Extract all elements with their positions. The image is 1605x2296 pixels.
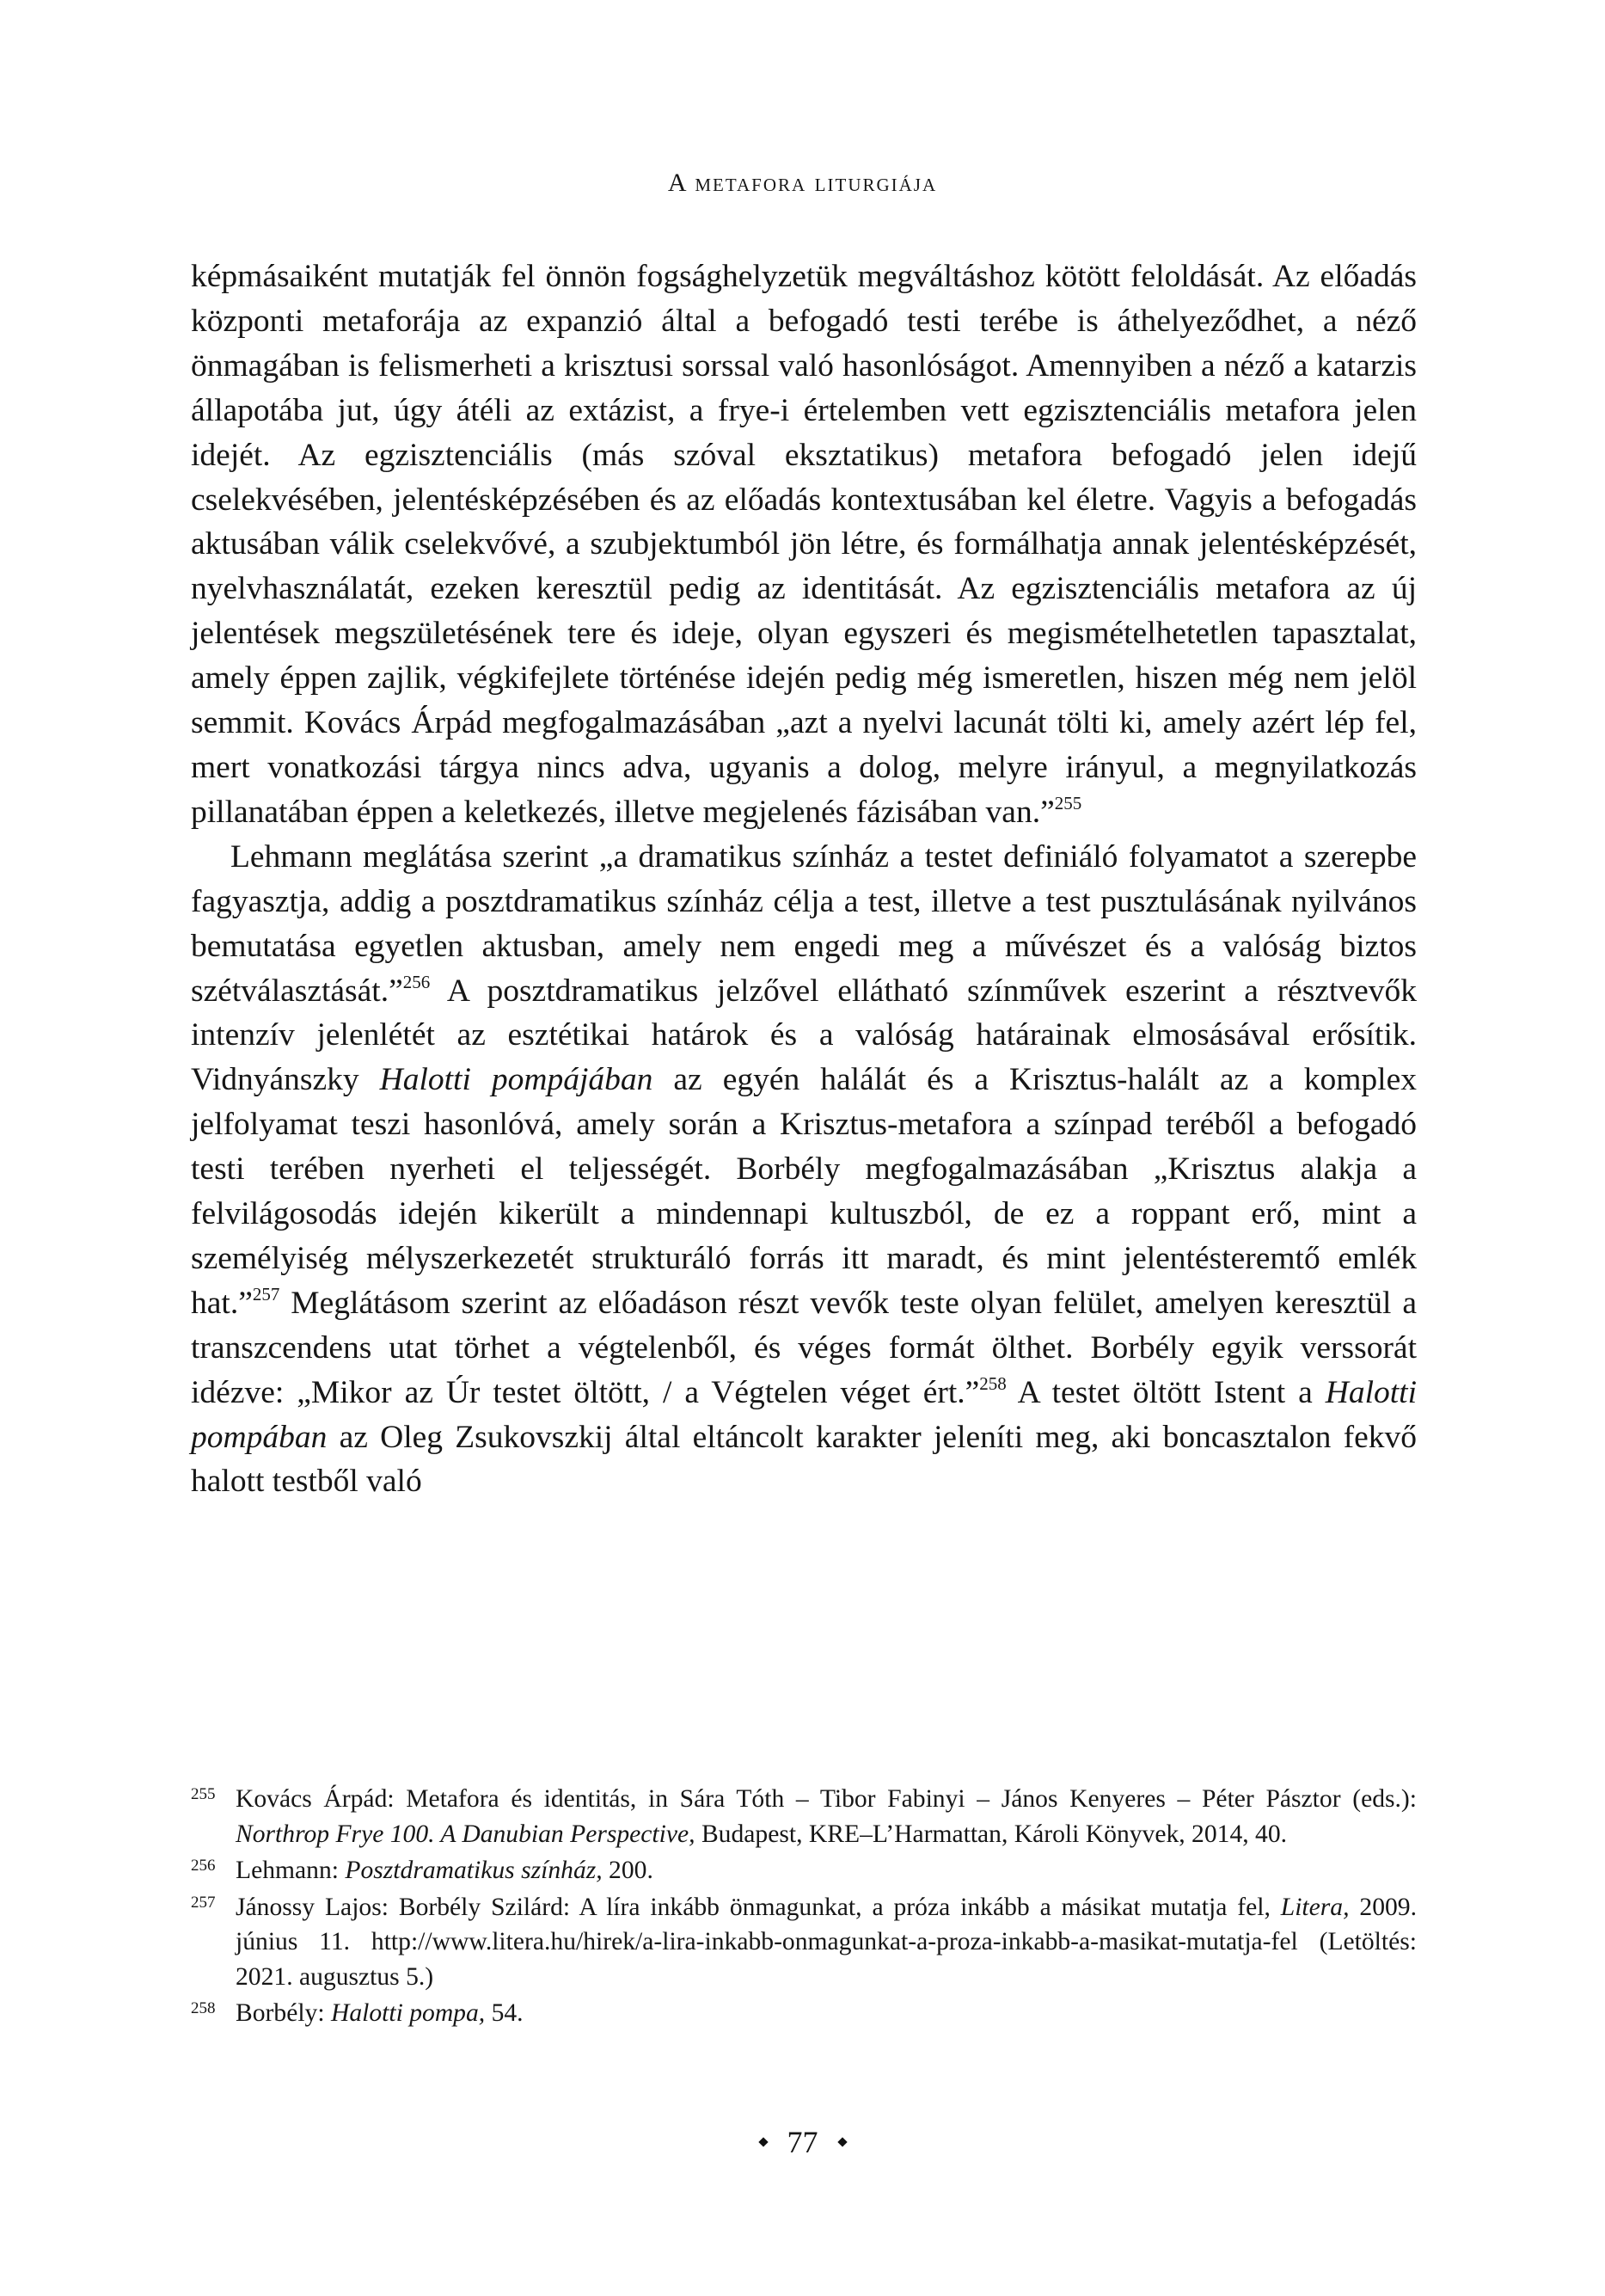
footnote-text-part: Budapest, KRE–L’Harmattan, Károli Könyvek, 2014, 40. [695,1820,1288,1848]
footnote-title: Litera, [1280,1893,1350,1921]
footnote-number: 258 [191,1999,216,2017]
footnote-text-part: 54. [485,1999,524,2027]
paragraph-text: A posztdramatikus jelzővel ellátható színművek eszerint a résztvevők intenzív jelenlétét az esztétikai határok és a valóság határainak elmosásával erősítik. Vidnyánszky [191,973,1417,1098]
footnote-title: Posztdramatikus színház, [345,1857,603,1884]
footnote-text-part: Borbély: [236,1999,331,2027]
footnote-link-text[interactable]: 2009. június 11. http://www.litera.hu/hirek/a-lira-inkabb-onmagunkat-a-proza-inkabb-a-masikat-mutatja-fel (Letöltés: 2021. augusztus 5.) [236,1893,1417,1991]
paragraph-2 [191,835,1417,1505]
footnote-255 [191,1782,1417,1851]
diamond-ornament-icon [837,2137,847,2146]
paragraph-text: az egyén halálát és a Krisztus-halált az a komplex jelfolyamat teszi hasonlóvá, amely során a Krisztus-metafora a színpad teréből a befogadó testi terében nyerheti el teljességét. Borbély megfogalmazásában „Krisztus alakja a felvilágosodás idején kikerült a mindennapi kultuszból, de ez a roppant erő, mint a személyiség mélyszerkezetét strukturáló forrás itt maradt, és mint jelentésteremtő emlék hat.” [191,1062,1417,1321]
footnote-ref-255[interactable]: 255 [1054,792,1082,813]
page-number [0,2124,1605,2160]
paragraph-text: az Oleg Zsukovszkij által eltáncolt karakter jeleníti meg, aki boncasztalon fekvő halott testből való [191,1419,1417,1500]
diamond-ornament-icon [758,2137,768,2146]
work-title: Halotti pompában [191,1374,1417,1455]
footnote-number: 255 [191,1785,216,1803]
work-title: Halotti pompájában [379,1062,653,1098]
footnotes [191,1782,1417,2033]
footnote-text [236,1996,1417,2031]
footnote-text-part: Jánossy Lajos: Borbély Szilárd: A líra inkább önmagunkat, a próza inkább a másikat mutatja fel, [236,1893,1281,1921]
footnote-number: 256 [191,1857,216,1875]
running-head: A metafora liturgiája [667,169,938,197]
footnote-text-part: Kovács Árpád: Metafora és identitás, in Sára Tóth – Tibor Fabinyi – János Kenyeres – Péter Pásztor (eds.): [236,1785,1417,1813]
footnote-number: 257 [191,1893,216,1912]
footnote-258 [191,1996,1417,2031]
paragraph-text: Lehmann meglátása szerint „a dramatikus színház a testet definiáló folyamatot a szerepbe fagyasztja, addig a posztdramatikus színház célja a test, illetve a test pusztulásának nyilvános bemutatása egyetlen aktusban, amely nem engedi meg a művészet és a valóság biztos szétválasztását.” [191,838,1417,1009]
footnote-text [236,1890,1417,1995]
footnote-text [236,1782,1417,1851]
footnote-ref-258[interactable]: 258 [979,1372,1007,1394]
body-text [191,255,1417,1504]
footnote-ref-256[interactable]: 256 [402,971,431,992]
footnote-256 [191,1853,1417,1888]
footnote-text-part: 200. [602,1857,653,1884]
paragraph-text: A testet öltött Istent a [1006,1374,1326,1410]
page-number-text: 77 [787,2125,818,2159]
footnote-257 [191,1890,1417,1995]
paragraph-text: Meglátásom szerint az előadáson részt vevők teste olyan felület, amelyen keresztül a transzcendens utat törhet a végtelenből, és véges formát ölthet. Borbély egyik verssorát idézve: „Mikor az Úr testet öltött, / a Végtelen véget ért.” [191,1285,1417,1410]
footnote-title: Halotti pompa, [330,1999,486,2027]
paragraph-1 [191,255,1417,835]
footnote-text-part: Lehmann: [236,1857,346,1884]
paragraph-text: képmásaiként mutatják fel önnön fogsághelyzetük megváltáshoz kötött feloldását. Az előadás központi metaforája az expanzió által a befogadó testi terébe is áthelyeződhet, a néző önmagában is felismerheti a krisztusi sorssal való hasonlóságot. Amennyiben a néző a katarzis állapotába jut, úgy átéli az extázist, a frye-i értelemben vett egzisztenciális metafora jelen idejét. Az egzisztenciális (más szóval eksztatikus) metafora befogadó jelen idejű cselekvésében, jelentésképzésében és az előadás kontextusában kel életre. Vagyis a befogadás aktusában válik cselekvővé, a szubjektumból jön létre, és formálhatja annak jelentésképzését, nyelvhasználatát, ezeken keresztül pedig az identitását. Az egzisztenciális metafora az új jelentések megszületésének tere és ideje, olyan egyszeri és megismételhetetlen tapasztalat, amely éppen zajlik, végkifejlete történése idején pedig még ismeretlen, hiszen még nem jelöl semmit. Kovács Árpád megfogalmazásában „azt a nyelvi lacunát tölti ki, amely azért lép fel, mert vonatkozási tárgya nincs adva, ugyanis a dolog, melyre irányul, a megnyilatkozás pillanatában éppen a keletkezés, illetve megjelenés fázisában van.” [191,259,1417,830]
footnote-ref-257[interactable]: 257 [252,1283,280,1305]
footnote-text [236,1853,1417,1888]
footnote-title: Northrop Frye 100. A Danubian Perspective, [236,1820,695,1848]
